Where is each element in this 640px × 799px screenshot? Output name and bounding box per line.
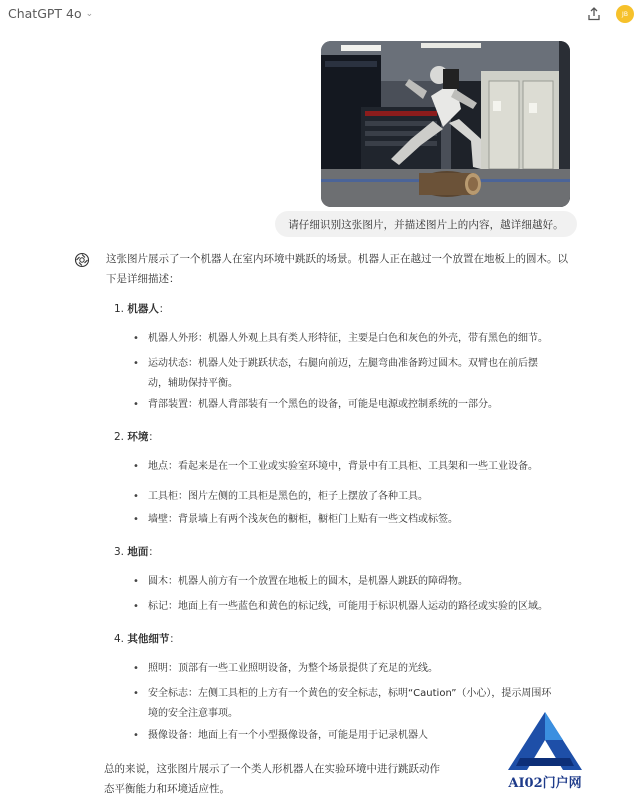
list-item-text: 动，辅助保持平衡。 [148, 378, 238, 389]
section-colon: ： [148, 431, 159, 443]
list-item-text: 工具柜：图片左侧的工具柜是黑色的，柜子上摆放了各种工具。 [148, 491, 428, 502]
section-title: 其他细节 [127, 633, 170, 645]
section-title: 机器人 [127, 303, 159, 315]
section-heading [114, 301, 169, 316]
list-item-text: 机器人外形：机器人外观上具有类人形特征，主要是白色和灰色的外壳，带有黑色的细节。 [148, 333, 548, 344]
list-item [148, 726, 428, 746]
list-item [148, 510, 458, 530]
intro-line: 这张图片展示了一个机器人在室内环境中跳跃的场景。机器人正在越过一个放置在地板上的圆木。以 [106, 253, 568, 265]
intro-paragraph [106, 249, 576, 289]
watermark-text: AI02门户网 [508, 776, 582, 791]
list-item-text: 圆木：机器人前方有一个放置在地板上的圆木，是机器人跳跃的障碍物。 [148, 576, 468, 587]
closing-line: 总的来说，这张图片展示了一个类人形机器人在实验环境中进行跳跃动作 [104, 763, 440, 775]
list-item-text: 境的安全注意事项。 [148, 708, 238, 719]
list-item-text: 标记：地面上有一些蓝色和黄色的标记线，可能用于标识机器人运动的路径或实验的区域。 [148, 601, 548, 612]
list-item [148, 487, 428, 507]
list-item [148, 457, 538, 477]
list-item-text: 运动状态：机器人处于跳跃状态，右腿向前迈，左腿弯曲准备跨过圆木。双臂也在前后摆 [148, 358, 538, 369]
section-number: 3. [114, 546, 125, 558]
list-item [148, 597, 548, 617]
list-item [148, 395, 498, 415]
list-item [148, 354, 538, 394]
avatar-initial: JB [622, 10, 628, 18]
closing-paragraph [104, 759, 449, 799]
section-colon: ： [158, 303, 170, 315]
section-number: 4. [114, 633, 125, 645]
section-heading [114, 631, 180, 646]
section-colon: ： [169, 633, 180, 645]
user-message-text: 请仔细识别这张图片，并描述图片上的内容，越详细越好。 [288, 218, 564, 231]
model-name: ChatGPT 4o [8, 6, 82, 21]
list-item-text: 地点：看起来是在一个工业或实验室环境中，背景中有工具柜、工具架和一些工业设备。 [148, 461, 538, 472]
section-heading [114, 544, 159, 559]
section-title: 地面 [127, 546, 149, 558]
list-item-text: 安全标志：左侧工具柜的上方有一个黄色的安全标志，标明“Caution”（小心），提示周围环 [148, 688, 552, 699]
section-title: 环境 [127, 431, 149, 443]
list-item-text: 照明：顶部有一些工业照明设备，为整个场景提供了充足的光线。 [148, 663, 438, 674]
list-item [148, 329, 548, 349]
model-selector[interactable] [8, 6, 93, 21]
user-message-bubble [275, 211, 577, 237]
user-uploaded-image[interactable] [321, 41, 570, 207]
chevron-down-icon: ⌄ [85, 8, 94, 19]
watermark [490, 710, 600, 793]
section-number: 1. [114, 303, 125, 315]
list-item [148, 659, 438, 679]
section-colon: ： [148, 546, 159, 558]
avatar[interactable] [616, 5, 634, 23]
intro-line: 下是详细描述： [106, 273, 180, 285]
share-button[interactable] [584, 4, 604, 24]
list-item-text: 背部装置：机器人背部装有一个黑色的设备，可能是电源或控制系统的一部分。 [148, 399, 498, 410]
list-item-text: 墙壁：背景墙上有两个浅灰色的橱柜，橱柜门上贴有一些文档或标签。 [148, 514, 458, 525]
list-item [148, 572, 468, 592]
closing-line: 态平衡能力和环境适应性。 [104, 783, 230, 795]
section-heading [114, 429, 159, 444]
watermark-logo-icon [490, 710, 600, 772]
share-icon [587, 7, 601, 21]
section-number: 2. [114, 431, 125, 443]
assistant-logo-icon [74, 252, 90, 268]
top-bar [0, 0, 640, 28]
list-item-text: 摄像设备：地面上有一个小型摄像设备，可能是用于记录机器人 [148, 730, 428, 741]
